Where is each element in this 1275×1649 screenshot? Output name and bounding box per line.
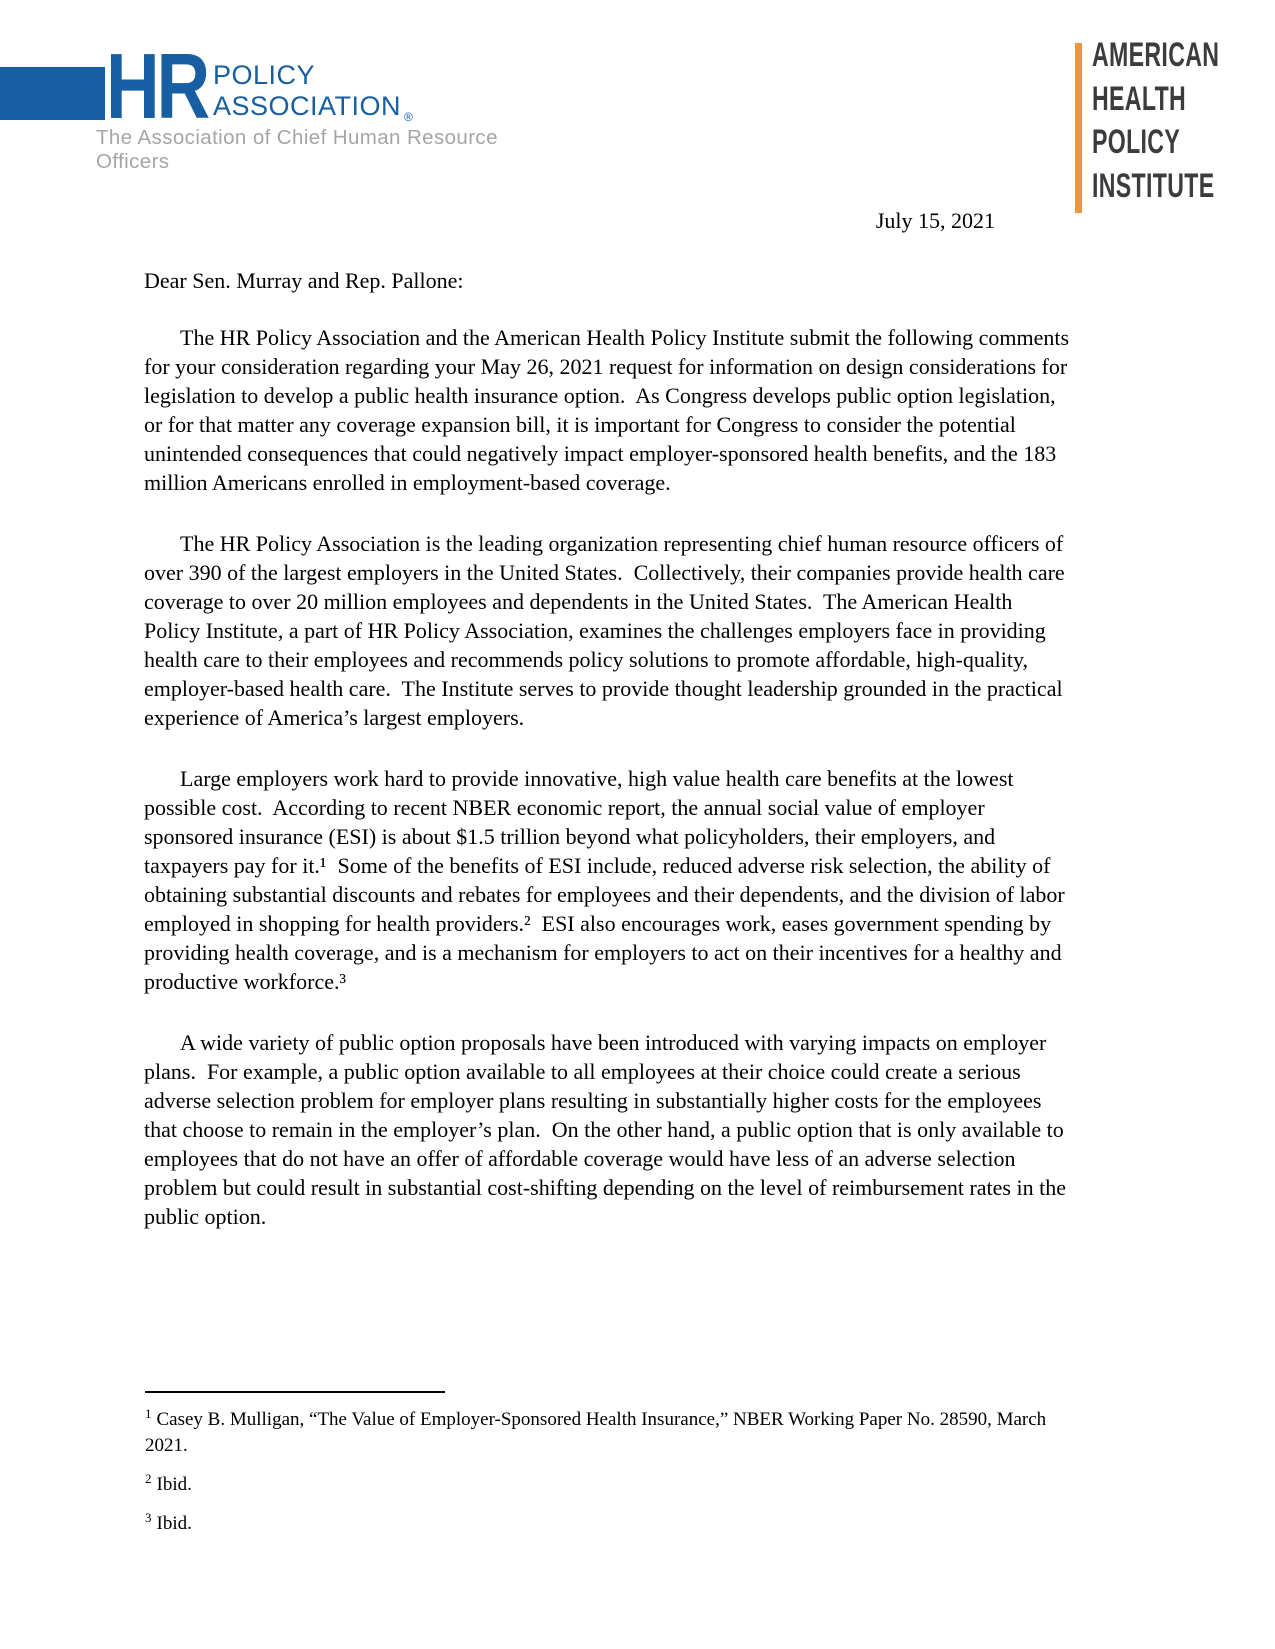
hr-logo-wordmark bbox=[213, 60, 413, 133]
ahpi-logo-line-policy: POLICY bbox=[1092, 123, 1181, 161]
letter-date: July 15, 2021 bbox=[875, 208, 995, 233]
footnote-1 bbox=[145, 1407, 1075, 1459]
hr-logo-word-association: ASSOCIATION bbox=[213, 91, 402, 121]
american-health-policy-institute-logo bbox=[1070, 34, 1270, 219]
footnotes-section bbox=[145, 1391, 1075, 1550]
footnote-2-marker: 2 bbox=[145, 1470, 152, 1486]
paragraph-esi-value: Large employers work hard to provide innovative, high value health care benefits at the lowest possible cost. According to recent NBER economic report, the annual social value of employer sponsored insurance (ESI) is about $1.5 trillion beyond what policyholders, their employers, and taxpayers pay for it.¹ Some of the benefits of ESI include, reduced adverse risk selection, the ability of obtaining substantial discounts and rebates for employees and their dependents, and the division of labor employed in shopping for health providers.² ESI also encourages work, eases government spending by providing health coverage, and is a mechanism for employers to act on their incentives for a healthy and productive workforce.³ bbox=[144, 766, 1071, 994]
ahpi-logo-orange-bar bbox=[1075, 43, 1082, 213]
hr-logo-word-policy: POLICY bbox=[213, 60, 316, 90]
ahpi-logo-line-institute: INSTITUTE bbox=[1092, 166, 1215, 205]
hr-logo-tagline: The Association of Chief Human Resource Officers bbox=[96, 126, 498, 173]
ahpi-logo-line-american: AMERICAN bbox=[1092, 36, 1220, 74]
hr-logo-blue-bar bbox=[0, 67, 105, 120]
registered-trademark-icon: ® bbox=[404, 110, 414, 124]
letter-salutation: Dear Sen. Murray and Rep. Pallone: bbox=[144, 268, 464, 293]
footnote-2 bbox=[145, 1472, 1075, 1498]
ahpi-logo-wordmark bbox=[1092, 34, 1275, 208]
paragraph-about-association: The HR Policy Association is the leading organization representing chief human resource officers of over 390 of the largest employers in the United States. Collectively, their companies provide health care coverage to over 20 million employees and dependents in the United States. The American Health Policy Institute, a part of HR Policy Association, examines the challenges employers face in providing health care to their employees and recommends policy solutions to promote affordable, high-quality, employer-based health care. The Institute serves to provide thought leadership grounded in the practical experience of America’s largest employers. bbox=[144, 531, 1071, 730]
footnote-3 bbox=[145, 1511, 1075, 1537]
footnote-2-text: Ibid. bbox=[156, 1474, 192, 1495]
footnote-separator-rule bbox=[145, 1391, 445, 1393]
footnote-3-marker: 3 bbox=[145, 1509, 152, 1525]
hr-logo-letters: HR bbox=[106, 34, 208, 138]
paragraph-intro: The HR Policy Association and the American Health Policy Institute submit the following comments for your consideration regarding your May 26, 2021 request for information on design considerations for legislation to develop a public health insurance option. As Congress develops public option legislation, or for that matter any coverage expansion bill, it is important for Congress to consider the potential unintended consequences that could negatively impact employer-sponsored health benefits, and the 183 million Americans enrolled in employment-based coverage. bbox=[144, 325, 1075, 495]
paragraph-public-option-impacts: A wide variety of public option proposals have been introduced with varying impacts on employer plans. For example, a public option available to all employees at their choice could create a serious adverse selection problem for employer plans resulting in substantially higher costs for the employees that choose to remain in the employer’s plan. On the other hand, a public option that is only available to employees that do not have an offer of affordable coverage would have less of an adverse selection problem but could result in substantial cost-shifting depending on the level of reimbursement rates in the public option. bbox=[144, 1030, 1072, 1229]
letter-body bbox=[144, 323, 1075, 1263]
hr-policy-association-logo bbox=[0, 0, 560, 173]
footnote-1-text: Casey B. Mulligan, “The Value of Employer-Sponsored Health Insurance,” NBER Working Paper No. 28590, March 2021. bbox=[145, 1409, 1051, 1456]
footnote-3-text: Ibid. bbox=[156, 1513, 192, 1534]
ahpi-logo-line-health: HEALTH bbox=[1092, 79, 1187, 118]
footnote-1-marker: 1 bbox=[145, 1405, 152, 1421]
